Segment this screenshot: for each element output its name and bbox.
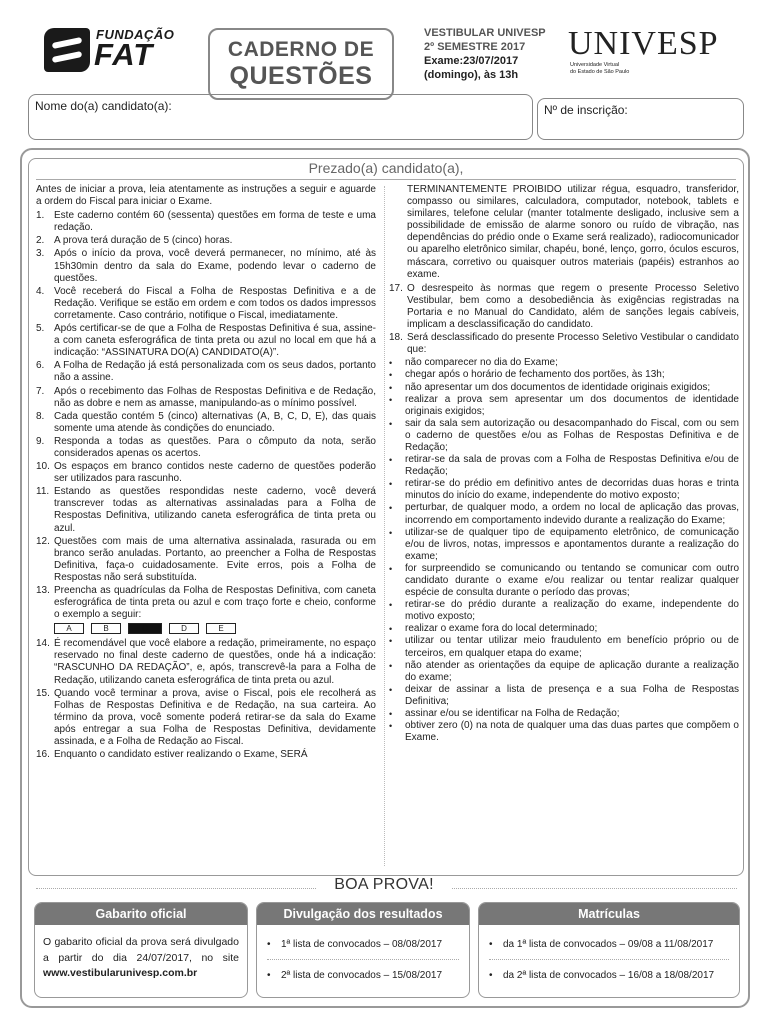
bullet-icon: • [489,938,493,950]
bullet-icon: • [389,370,393,381]
bullet-icon: • [389,455,393,466]
matriculas-box [478,902,740,998]
divulgacao-item [257,960,469,990]
disqualification-text: não comparecer no dia do Exame; [405,357,558,369]
instruction-text: Após o recebimento das Folhas de Respostas Definitiva e de Redação, não as dobre e nem as amasse, manipulando-as o mínimo possível. [54,385,376,409]
instruction-item [36,360,376,384]
disqualification-item [389,720,739,744]
instruction-number: 5. [36,323,45,335]
fat-logo-big-text: FAT [94,37,154,72]
disqualification-text: não atender as orientações da equipe de aplicação durante a realização do exame; [405,659,739,683]
fat-logo-mark-icon [44,28,90,72]
answer-bubble-a: A [54,623,84,634]
bullet-icon: • [389,600,393,611]
matriculas-item-text: da 2ª lista de convocados – 16/08 a 18/08/2017 [503,969,715,981]
bullet-icon: • [389,418,393,429]
exam-title: VESTIBULAR UNIVESP [424,27,546,39]
exam-date: Exame:23/07/2017 [424,55,519,67]
bullet-icon: • [489,969,493,981]
boa-prova-divider-right [452,888,737,889]
bullet-icon: • [389,660,393,671]
instruction-number: 13. [36,585,50,596]
greeting-heading: Prezado(a) candidato(a), [308,160,464,176]
instruction-number: 11. [36,486,50,498]
item16-continuation: TERMINANTEMENTE PROIBIDO utilizar régua, esquadro, transferidor, compasso ou similares, calculadora, computador, notebook, tablets e similares, telefone celular (manter totalmente desligado, inclusive sem a possibilidade de emissão de alarme sonoro ou ruído de vibração, nas dependências do prédio onde o Exame será realizado), radiocomunicador ou aparelho eletrônico similar, chapéu, boné, lenço, gorro, óculos escuros, máscara, corretivo ou quaisquer outros materiais (papéis) estranhos ao exame. [407,184,739,280]
disqualification-item [389,382,739,394]
disqualification-text: assinar e/ou se identificar na Folha de Redação; [405,708,620,720]
page-header [0,0,768,96]
candidate-name-label: Nome do(a) candidato(a): [35,99,172,113]
bullet-icon: • [389,479,393,490]
disqualification-text: chegar após o horário de fechamento dos portões, às 13h; [405,369,665,381]
disqualification-text: utilizar ou tentar utilizar meio fraudulento em benefício próprio ou de terceiros, em qualquer etapa do exame; [405,635,739,659]
greeting-divider [36,179,736,180]
exam-semester: 2º SEMESTRE 2017 [424,41,526,53]
instruction-number: 8. [36,410,45,422]
gabarito-oficial-body [35,925,247,982]
disqualification-text: perturbar, de qualquer modo, a ordem no local de aplicação das provas, incorrendo em comportamento indevido durante a realização do Exame; [405,502,739,526]
instruction-number: 12. [36,535,50,547]
instruction-text: Cada questão contém 5 (cinco) alternativas (A, B, C, D, E), das quais somente uma atende às condições do enunciado. [54,410,376,434]
instruction-text: Os espaços em branco contidos neste caderno de questões poderão ser utilizados para rascunho. [54,461,376,485]
bullet-icon: • [389,503,393,514]
instruction-text: Quando você terminar a prova, avise o Fiscal, pois ele recolherá as Folhas de Respostas Definitiva e de Redação, na sua carteira. Ao término da prova, você somente poderá retirar-se da sala do Exame após entregar a sua Folha de Respostas Definitiva, devidamente assinada, e a Folha de Redação ao Fiscal. [54,687,376,748]
instructions-right-column [389,184,739,744]
disqualification-item [389,635,739,659]
matriculas-item [479,960,739,990]
instruction-text: Após certificar-se de que a Folha de Respostas Definitiva é sua, assine-a com caneta esferográfica de tinta preta ou azul no local em que há a indicação: “ASSINATURA DO(A) CANDIDATO(A)”. [54,323,376,359]
disqualification-item [389,599,739,623]
bullet-icon: • [267,969,271,981]
disqualification-text: realizar o exame fora do local determinado; [405,623,598,635]
matriculas-item [479,929,739,959]
instructions-left-column [36,184,376,762]
instruction-number: 16. [36,749,50,761]
divulgacao-item-text: 2ª lista de convocados – 15/08/2017 [281,969,443,981]
boa-prova-divider-left [36,888,316,889]
disqualification-item [389,502,739,526]
instruction-number: 6. [36,360,45,372]
instruction-number: 9. [36,435,45,447]
instruction-item [36,248,376,284]
caderno-questoes-title-box [208,28,394,100]
divulgacao-resultados-box [256,902,470,998]
instruction-item [36,486,376,534]
disqualification-text: for surpreendido se comunicando ou tentando se comunicar com outro candidato durante o exame e/ou realizar ou tentar realizar qualquer espécie de consulta durante o período das provas; [405,562,739,599]
instruction-number: 1. [36,210,45,222]
gabarito-oficial-box [34,902,248,998]
disqualification-item [389,684,739,708]
instruction-text: Estando as questões respondidas neste caderno, você deverá transcrever todas as alternativas assinaladas para a Folha de Respostas Definitiva, utilizando caneta esferográfica de tinta preta ou azul. [54,486,376,534]
instruction-number: 3. [36,248,45,260]
registration-number-field[interactable] [537,98,744,140]
gabarito-site-link[interactable]: www.vestibularunivesp.com.br [43,967,198,979]
instruction-number: 2. [36,235,45,247]
fat-logo-small-text: FUNDAÇÃO [96,27,175,42]
disqualification-text: retirar-se da sala de provas com a Folha de Respostas Definitiva e/ou de Redação; [405,454,739,478]
instruction-item [36,386,376,410]
univesp-subtitle-line1: Universidade Virtual [570,62,620,68]
instruction-text: Questões com mais de uma alternativa assinalada, rasurada ou em branco serão anuladas. Portanto, ao preencher a Folha de Respostas Definitiva, faça-o cuidadosamente. Evite erros, pois a Folha de Respostas não será substituída. [54,535,376,583]
disqualification-text: obtiver zero (0) na nota de qualquer uma das duas partes que compõem o Exame. [405,720,739,744]
univesp-subtitle-line2: do Estado de São Paulo [570,69,630,75]
instruction-item [36,286,376,322]
instruction-number: 10. [36,461,50,473]
instruction-number: 15. [36,687,50,699]
caderno-title-line1: CADERNO DE [227,38,375,61]
gabarito-oficial-text: O gabarito oficial da prova será divulgado a partir do dia 24/07/2017, no site [43,936,239,964]
divulgacao-item-text: 1ª lista de convocados – 08/08/2017 [281,938,443,950]
divulgacao-item [257,929,469,959]
disqualification-text: realizar a prova sem apresentar um dos documentos de identidade originais exigidos; [405,393,739,417]
instruction-number: 14. [36,638,50,650]
matriculas-title: Matrículas [479,903,739,925]
bullet-icon: • [389,394,393,405]
fundacao-fat-logo [44,26,184,74]
matriculas-list [479,925,739,990]
bullet-icon: • [389,721,393,732]
instructions-list-left [36,210,376,621]
answer-bubble-c: C [128,623,162,634]
instruction-item [36,688,376,748]
instruction-item [36,585,376,621]
instruction-item [36,323,376,359]
bullet-icon: • [389,358,393,369]
bullet-icon: • [389,709,393,720]
registration-number-label: Nº de inscrição: [544,103,628,117]
instruction-text: A prova terá duração de 5 (cinco) horas. [54,235,233,247]
disqualification-item [389,454,739,478]
instruction-text: Será desclassificado do presente Processo Seletivo Vestibular o candidato que: [407,332,739,356]
bullet-icon: • [389,684,393,695]
boa-prova-text: BOA PROVA! [334,876,434,893]
disqualification-item [389,623,739,635]
disqualification-bullets [389,357,739,744]
instruction-text: O desrespeito às normas que regem o presente Processo Seletivo Vestibular, bem como a desobediência às exigências registradas na Portaria e no Manual do Candidato, além de sanções legais cabíveis, implicam a desclassificação do candidato. [407,282,739,331]
instruction-number: 18. [389,332,403,344]
disqualification-text: retirar-se do prédio durante a realização do exame, independente do motivo exposto; [405,599,739,623]
instructions-list-right [389,283,739,357]
instruction-number: 17. [389,282,403,294]
instruction-item [36,461,376,485]
instruction-text: A Folha de Redação já está personalizada com os seus dados, portanto não a assine. [54,360,376,384]
univesp-logo [568,24,738,84]
bullet-icon: • [389,636,393,647]
disqualification-item [389,369,739,381]
univesp-logo-subtitle [570,62,630,76]
instruction-text: Preencha as quadrículas da Folha de Respostas Definitiva, com caneta esferográfica de tinta preta ou azul e com traço forte e cheio, conforme o exemplo a seguir: [54,585,376,621]
disqualification-item [389,418,739,454]
instruction-item [36,436,376,460]
disqualification-text: deixar de assinar a lista de presença e a sua Folha de Respostas Definitiva; [405,683,739,707]
instruction-item [389,332,739,356]
divulgacao-resultados-title: Divulgação dos resultados [257,903,469,925]
disqualification-item [389,563,739,599]
gabarito-oficial-title: Gabarito oficial [35,903,247,925]
divulgacao-resultados-list [257,925,469,990]
disqualification-item [389,660,739,684]
disqualification-item [389,527,739,563]
disqualification-text: não apresentar um dos documentos de identidade originais exigidos; [405,381,711,393]
instructions-list-left-2 [36,638,376,761]
instruction-item [36,749,376,761]
candidate-name-field[interactable] [28,94,533,140]
instruction-text: Enquanto o candidato estiver realizando o Exame, SERÁ [54,749,308,761]
answer-bubble-d: D [169,623,199,634]
instruction-number: 4. [36,285,45,297]
disqualification-item [389,708,739,720]
disqualification-text: retirar-se do prédio em definitivo antes de decorridas duas horas e trinta minutos do início do exame, independente do motivo exposto; [405,478,739,502]
column-divider [384,186,385,866]
matriculas-item-text: da 1ª lista de convocados – 09/08 a 11/08/2017 [503,938,714,950]
instruction-text: Você receberá do Fiscal a Folha de Respostas Definitiva e a de Redação. Verifique se estão em ordem e com todos os dados impressos corretamente. Caso contrário, notifique o Fiscal, imediatamente. [54,285,376,321]
bullet-icon: • [389,563,393,574]
instruction-item [36,536,376,584]
disqualification-text: sair da sala sem autorização ou desacompanhado do Fiscal, com ou sem o caderno de questões e/ou as Folhas de Respostas Definitiva e de Redação; [405,417,739,453]
univesp-logo-word: UNIVESP [568,25,719,62]
instruction-text: Este caderno contém 60 (sessenta) questões em forma de teste e uma redação. [54,210,376,234]
instruction-text: Após o início da prova, você deverá permanecer, no mínimo, até às 15h30min dentro da sala do Exame, podendo levar o caderno de questões. [54,248,376,284]
bullet-icon: • [389,624,393,635]
disqualification-text: utilizar-se de qualquer tipo de equipamento eletrônico, de comunicação e/ou de livros, notas, impressos e apontamentos durante a realização do exame; [405,526,739,562]
instruction-text: Responda a todas as questões. Para o cômputo da nota, serão considerados apenas os acertos. [54,435,376,459]
answer-bubble-e: E [206,623,236,634]
instruction-item [389,283,739,331]
disqualification-item [389,394,739,418]
answer-bubble-b: B [91,623,121,634]
instruction-item [36,235,376,247]
instruction-item [36,411,376,435]
exam-time: (domingo), às 13h [424,69,519,81]
bullet-icon: • [389,382,393,393]
instructions-intro: Antes de iniciar a prova, leia atentamente as instruções a seguir e aguarde a ordem do Fiscal para iniciar o Exame. [36,184,376,208]
instruction-text: É recomendável que você elabore a redação, primeiramente, no espaço reservado no final deste caderno de questões, onde há a indicação: “RASCUNHO DA REDAÇÃO”, e, após, transcrevê-la para a Folha de Redação, utilizando caneta esferográfica de tinta preta ou azul. [54,638,376,686]
answer-example-row [54,623,376,634]
disqualification-item [389,478,739,502]
instruction-item [36,210,376,234]
exam-info [424,26,564,82]
instruction-item [36,638,376,686]
bullet-icon: • [267,938,271,950]
bullet-icon: • [389,527,393,538]
disqualification-item [389,357,739,369]
instruction-number: 7. [36,385,45,397]
caderno-title-line2: QUESTÕES [229,62,373,90]
